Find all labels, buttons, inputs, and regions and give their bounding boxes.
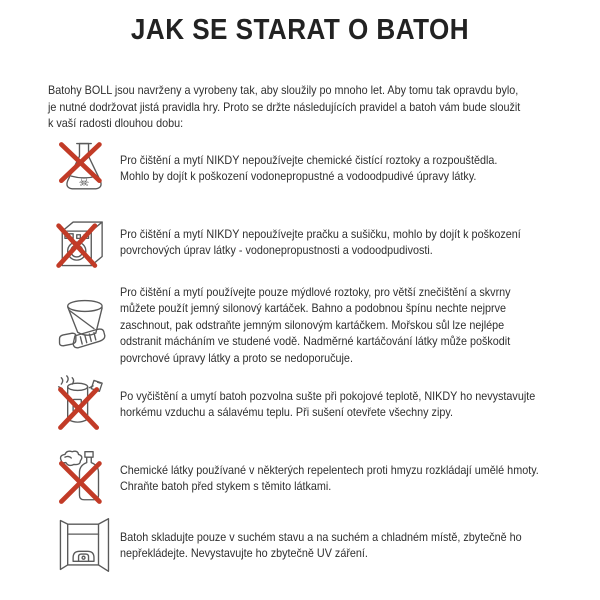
intro-line: je nutné dodržovat jistá pravidla hry. Proto se držte následujících pravidel a batoh vám bude sloužit [48, 99, 521, 114]
care-instruction-line: Chraňte batoh před stykem s těmito látkami. [120, 479, 332, 493]
care-instruction-line: nepřekládejte. Nevystavujte ho zbytečně UV záření. [120, 546, 368, 560]
care-instruction-row [48, 283, 588, 367]
svg-text:☠: ☠ [78, 175, 90, 190]
care-instruction-line: povrchových úprav látky - vodonepropustnosti a vodoodpudivosti. [120, 243, 433, 257]
care-instruction-text [120, 529, 588, 562]
care-instruction-line: zaschnout, pak odstraňte jemným silonovým kartáčkem. Mořskou sůl lze nejlépe [120, 317, 505, 332]
care-instruction-line: Po vyčištění a umytí batoh pozvolna sušte při pokojové teplotě, NIKDY ho nevystavujte [120, 388, 536, 403]
care-instruction-line: povrchové úpravy látky a proto se nedoporučuje. [120, 350, 353, 365]
care-instruction-line: Mohlo by dojít k poškození vodonepropustné a vodoodpudivé úpravy látky. [120, 169, 477, 183]
care-instruction-line: horkému vzduchu a sálavému teplu. Při sušení otevřete všechny zipy. [120, 405, 453, 419]
care-icon-cell [48, 283, 120, 367]
care-instruction-line: Batoh skladujte pouze v suchém stavu a na suchém a chladném místě, zbytečně ho [120, 529, 522, 544]
care-icon-cell [48, 208, 120, 276]
no-washing-machine-icon [55, 212, 113, 272]
care-instruction-row [48, 444, 588, 512]
care-instruction-line: odstranit mácháním ve studené vodě. Nadměrné kartáčování látky může poškodit [120, 334, 511, 349]
care-icon-cell [48, 444, 120, 512]
care-instruction-line: Pro čištění a mytí NIKDY nepoužívejte pračku a sušičku, mohlo by dojít k poškození [120, 226, 521, 241]
intro-paragraph [48, 82, 573, 132]
care-instruction-line: Chemické látky používané v některých repelentech proti hmyzu rozkládají umělé hmoty. [120, 462, 539, 477]
care-icon-cell [48, 365, 120, 443]
care-instruction-text [120, 152, 588, 185]
intro-line: Batohy BOLL jsou navrženy a vyrobeny tak, aby sloužily po mnoho let. Aby tomu tak opravdu bylo, [48, 83, 519, 97]
no-chemical-solvents-flask-icon [55, 138, 113, 198]
care-instruction-line: Pro čištění a mytí NIKDY nepoužívejte chemické čistící roztoky a rozpouštědla. [120, 152, 498, 167]
no-heat-source-icon [55, 374, 113, 434]
care-instruction-line: můžete použít jemný silonový kartáček. Bahno a podobnou špínu nechte nejprve [120, 301, 507, 316]
care-instruction-row [48, 513, 588, 577]
care-instruction-text [120, 388, 588, 421]
bucket-soap-brush-icon [55, 295, 113, 355]
care-icon-cell [48, 513, 120, 577]
care-instruction-text [120, 226, 588, 259]
care-instruction-line: Pro čištění a mytí používejte pouze mýdlové roztoky, pro větší znečištění a skvrny [120, 284, 511, 299]
care-icon-cell [48, 136, 120, 200]
care-instruction-row [48, 365, 588, 443]
no-repellent-spray-icon [55, 448, 113, 508]
care-instruction-row [48, 136, 588, 200]
care-instruction-row [48, 208, 588, 276]
care-instruction-text [120, 462, 588, 495]
intro-line: k vaší radosti dlouhou dobu: [48, 116, 184, 130]
care-instruction-text [120, 284, 588, 367]
page-title: JAK SE STARAT O BATOH [130, 14, 470, 46]
dry-storage-cabinet-icon [55, 515, 113, 575]
